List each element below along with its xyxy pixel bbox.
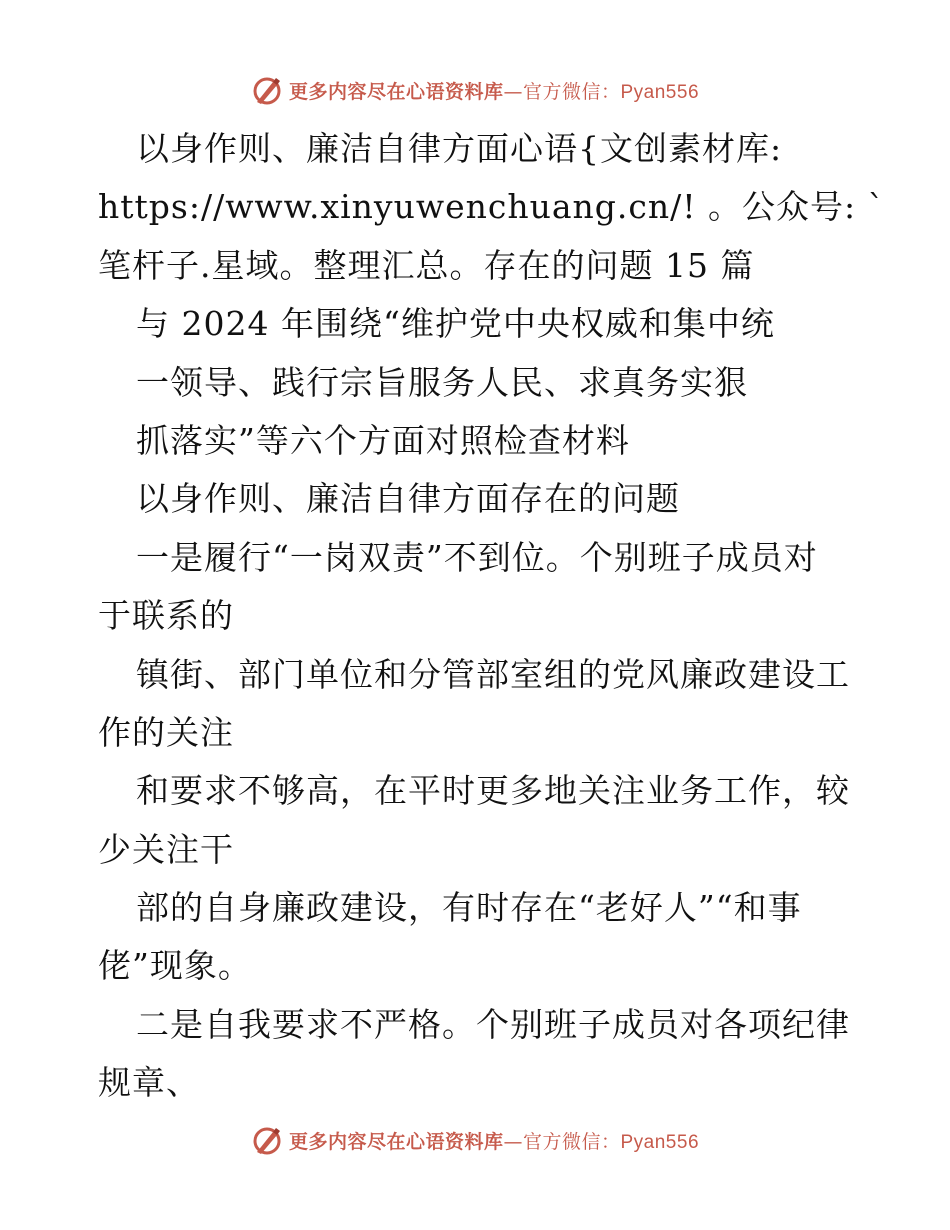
document-line: 以身作则、廉洁自律方面心语{文创素材库: <box>136 129 783 168</box>
document-line: 一是履行“一岗双责”不到位。个别班子成员对 <box>136 537 818 577</box>
header-dash: — <box>503 80 523 103</box>
document-line: 二是自我要求不严格。个别班子成员对各项纪律 <box>136 1004 850 1044</box>
document-line: 佬”现象。 <box>98 946 252 986</box>
document-line: 规章、 <box>98 1063 200 1103</box>
document-line: 一领导、践行宗旨服务人民、求真务实狠 <box>136 362 748 402</box>
document-line: 与 2024 年围绕“维护党中央权威和集中统 <box>136 304 775 344</box>
document-line: 以身作则、廉洁自律方面存在的问题 <box>136 479 680 519</box>
footer-wechat-id: Pyan556 <box>620 1131 700 1153</box>
footer-main-text: 更多内容尽在心语资料库 <box>288 1130 504 1153</box>
header-main-text: 更多内容尽在心语资料库 <box>288 80 504 103</box>
footer-banner <box>0 1120 950 1160</box>
document-line: https://www.xinyuwenchuang.cn/! 。公众号: ` <box>98 187 886 227</box>
footer-wechat-label: 官方微信： <box>522 1130 621 1153</box>
document-body <box>98 120 886 1113</box>
header-text <box>289 77 699 104</box>
document-line: 抓落实”等六个方面对照检查材料 <box>136 420 630 460</box>
document-line: 和要求不够高，在平时更多地关注业务工作，较 <box>136 771 850 811</box>
pen-circle-logo-icon <box>251 1124 283 1156</box>
header-banner <box>0 70 950 110</box>
document-line: 于联系的 <box>98 596 234 636</box>
footer-text <box>289 1127 699 1154</box>
document-line: 笔杆子.星域。整理汇总。存在的问题 15 篇 <box>98 245 755 285</box>
pen-circle-logo-icon <box>251 74 283 106</box>
footer-dash: — <box>503 1130 523 1153</box>
document-line: 作的关注 <box>98 712 234 752</box>
header-wechat-label: 官方微信： <box>522 80 621 103</box>
header-wechat-id: Pyan556 <box>620 81 700 103</box>
document-line: 少关注干 <box>98 829 234 869</box>
document-line: 部的自身廉政建设，有时存在“老好人”“和事 <box>136 888 802 928</box>
document-line: 镇街、部门单位和分管部室组的党风廉政建设工 <box>136 654 850 694</box>
